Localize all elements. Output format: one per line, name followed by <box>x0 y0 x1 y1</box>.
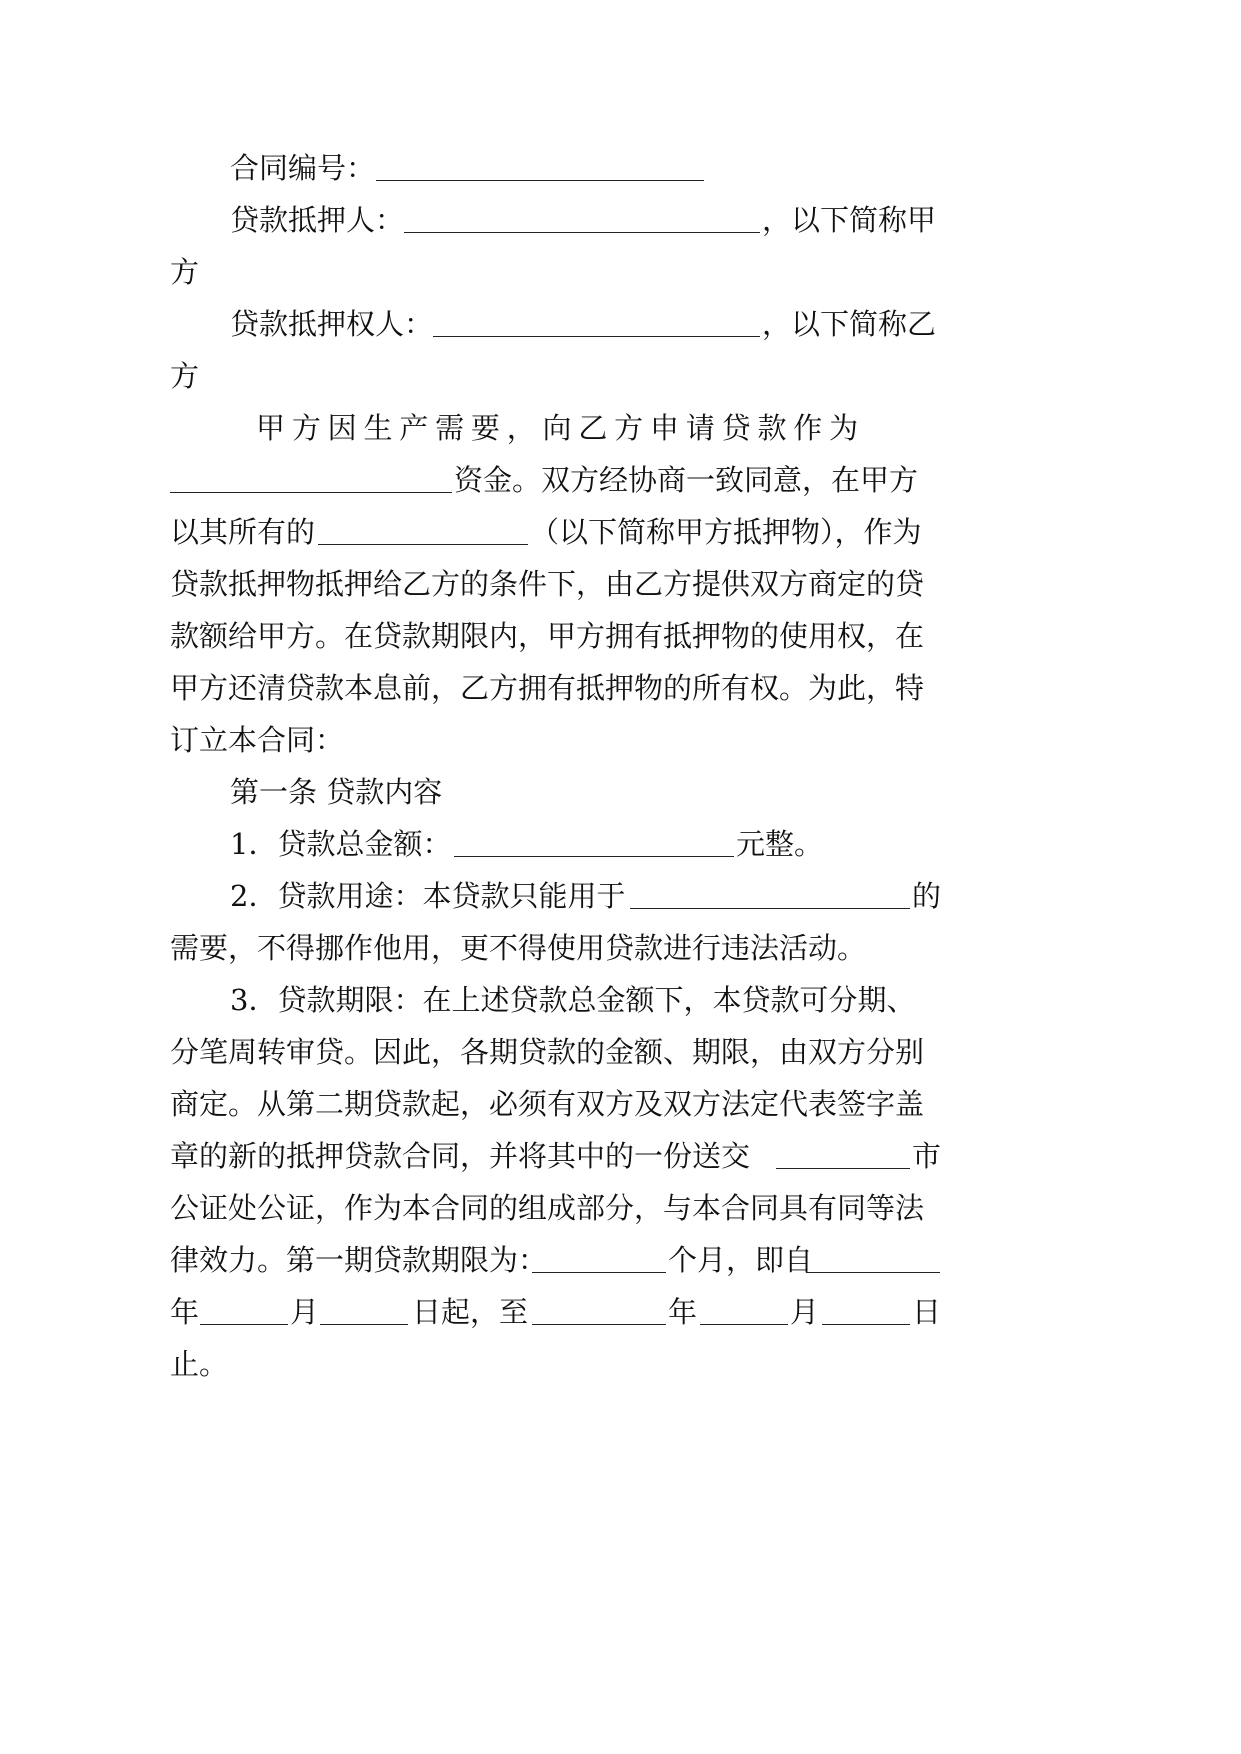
start-day-suffix: 日起，至 <box>412 1295 529 1329</box>
end-day-blank[interactable] <box>822 1324 910 1325</box>
intro-text-7: 订立本合同： <box>170 723 345 757</box>
collateral-blank[interactable] <box>318 544 528 545</box>
item-3-line-5 <box>0 1186 1241 1230</box>
end-day-suffix: 日 <box>912 1295 942 1329</box>
item-3-text-5: 公证处公证，作为本合同的组成部分，与本合同具有同等法 <box>170 1191 925 1225</box>
intro-text-2: 资金。双方经协商一致同意，在甲方 <box>454 463 919 497</box>
contract-number-blank[interactable] <box>376 180 704 181</box>
item-3-text-3: 商定。从第二期贷款起，必须有双方及双方法定代表签字盖 <box>170 1087 925 1121</box>
item-2-label: 2．贷款用途：本贷款只能用于 <box>230 879 626 913</box>
intro-text-6: 甲方还清贷款本息前，乙方拥有抵押物的所有权。为此，特 <box>170 671 925 705</box>
intro-text-5: 款额给甲方。在贷款期限内，甲方拥有抵押物的使用权，在 <box>170 619 925 653</box>
contract-number-label: 合同编号： <box>230 151 376 185</box>
item-3-line-7 <box>0 1290 1241 1334</box>
item-3-text-6b: 个月，即自 <box>668 1243 814 1277</box>
loan-use-blank[interactable] <box>630 908 910 909</box>
end-year-blank[interactable] <box>532 1324 666 1325</box>
intro-text-4: 贷款抵押物抵押给乙方的条件下，由乙方提供双方商定的贷 <box>170 567 925 601</box>
intro-line-2 <box>0 458 1241 502</box>
item-2-after: 的 <box>912 879 942 913</box>
item-3-text-6a: 律效力。第一期贷款期限为： <box>170 1243 548 1277</box>
start-day-blank[interactable] <box>320 1324 408 1325</box>
item-3-line-1 <box>0 978 1241 1022</box>
item-2-line <box>0 874 1241 918</box>
item-3-text-2: 分笔周转审贷。因此，各期贷款的金额、期限，由双方分别 <box>170 1035 925 1069</box>
mortgagor-line <box>0 198 1241 242</box>
intro-text-1: 甲 方 因 生 产 需 要 ， 向 乙 方 申 请 贷 款 作 为 <box>256 411 857 445</box>
notary-city-blank[interactable] <box>776 1168 910 1169</box>
start-year-suffix: 年 <box>170 1295 200 1329</box>
item-3-line-3 <box>0 1082 1241 1126</box>
mortgagee-after: ，以下简称乙 <box>762 307 937 341</box>
mortgagee-label: 贷款抵押权人： <box>230 307 434 341</box>
mortgagee-blank[interactable] <box>433 336 760 337</box>
intro-line-3 <box>0 510 1241 554</box>
item-3-text-1: 3．贷款期限：在上述贷款总金额下，本贷款可分期、 <box>230 983 916 1017</box>
intro-line-6 <box>0 666 1241 710</box>
mortgagor-after: ，以下简称甲 <box>762 203 937 237</box>
mortgagee-wrap-line <box>0 354 1241 398</box>
end-year-suffix: 年 <box>668 1295 698 1329</box>
intro-text-3a: 以其所有的 <box>170 515 316 549</box>
item-3-line-4 <box>0 1134 1241 1178</box>
intro-line-5 <box>0 614 1241 658</box>
item-3-text-4a: 章的新的抵押贷款合同，并将其中的一份送交 <box>170 1139 751 1173</box>
item-1-after: 元整。 <box>736 827 824 861</box>
intro-line-4 <box>0 562 1241 606</box>
mortgagee-wrap: 方 <box>170 359 200 393</box>
mortgagee-line <box>0 302 1241 346</box>
first-term-months-blank[interactable] <box>532 1272 666 1273</box>
item-2-text-2: 需要，不得挪作他用，更不得使用贷款进行违法活动。 <box>170 931 867 965</box>
start-month-suffix: 月 <box>290 1295 320 1329</box>
intro-text-3b: （以下简称甲方抵押物），作为 <box>530 515 922 549</box>
article-1-heading: 第一条 贷款内容 <box>230 775 443 809</box>
mortgagor-label: 贷款抵押人： <box>230 203 405 237</box>
item-1-label: 1．贷款总金额： <box>230 827 452 861</box>
mortgagor-wrap: 方 <box>170 255 200 289</box>
end-month-suffix: 月 <box>790 1295 820 1329</box>
mortgagor-wrap-line <box>0 250 1241 294</box>
item-3-line-8 <box>0 1342 1241 1386</box>
item-3-line-2 <box>0 1030 1241 1074</box>
article-1-heading-line <box>0 770 1241 814</box>
item-3-line-6 <box>0 1238 1241 1282</box>
intro-line-1 <box>0 406 1241 450</box>
intro-line-7 <box>0 718 1241 762</box>
item-2-line-2 <box>0 926 1241 970</box>
loan-amount-blank[interactable] <box>454 856 734 857</box>
mortgagor-blank[interactable] <box>404 232 760 233</box>
item-1-line <box>0 822 1241 866</box>
start-month-blank[interactable] <box>200 1324 288 1325</box>
item-3-text-4b: 市 <box>912 1139 942 1173</box>
loan-purpose-blank[interactable] <box>170 492 452 493</box>
item-3-text-8: 止。 <box>170 1347 229 1381</box>
end-month-blank[interactable] <box>700 1324 788 1325</box>
contract-number-line <box>0 146 1241 190</box>
start-year-blank[interactable] <box>806 1272 940 1273</box>
